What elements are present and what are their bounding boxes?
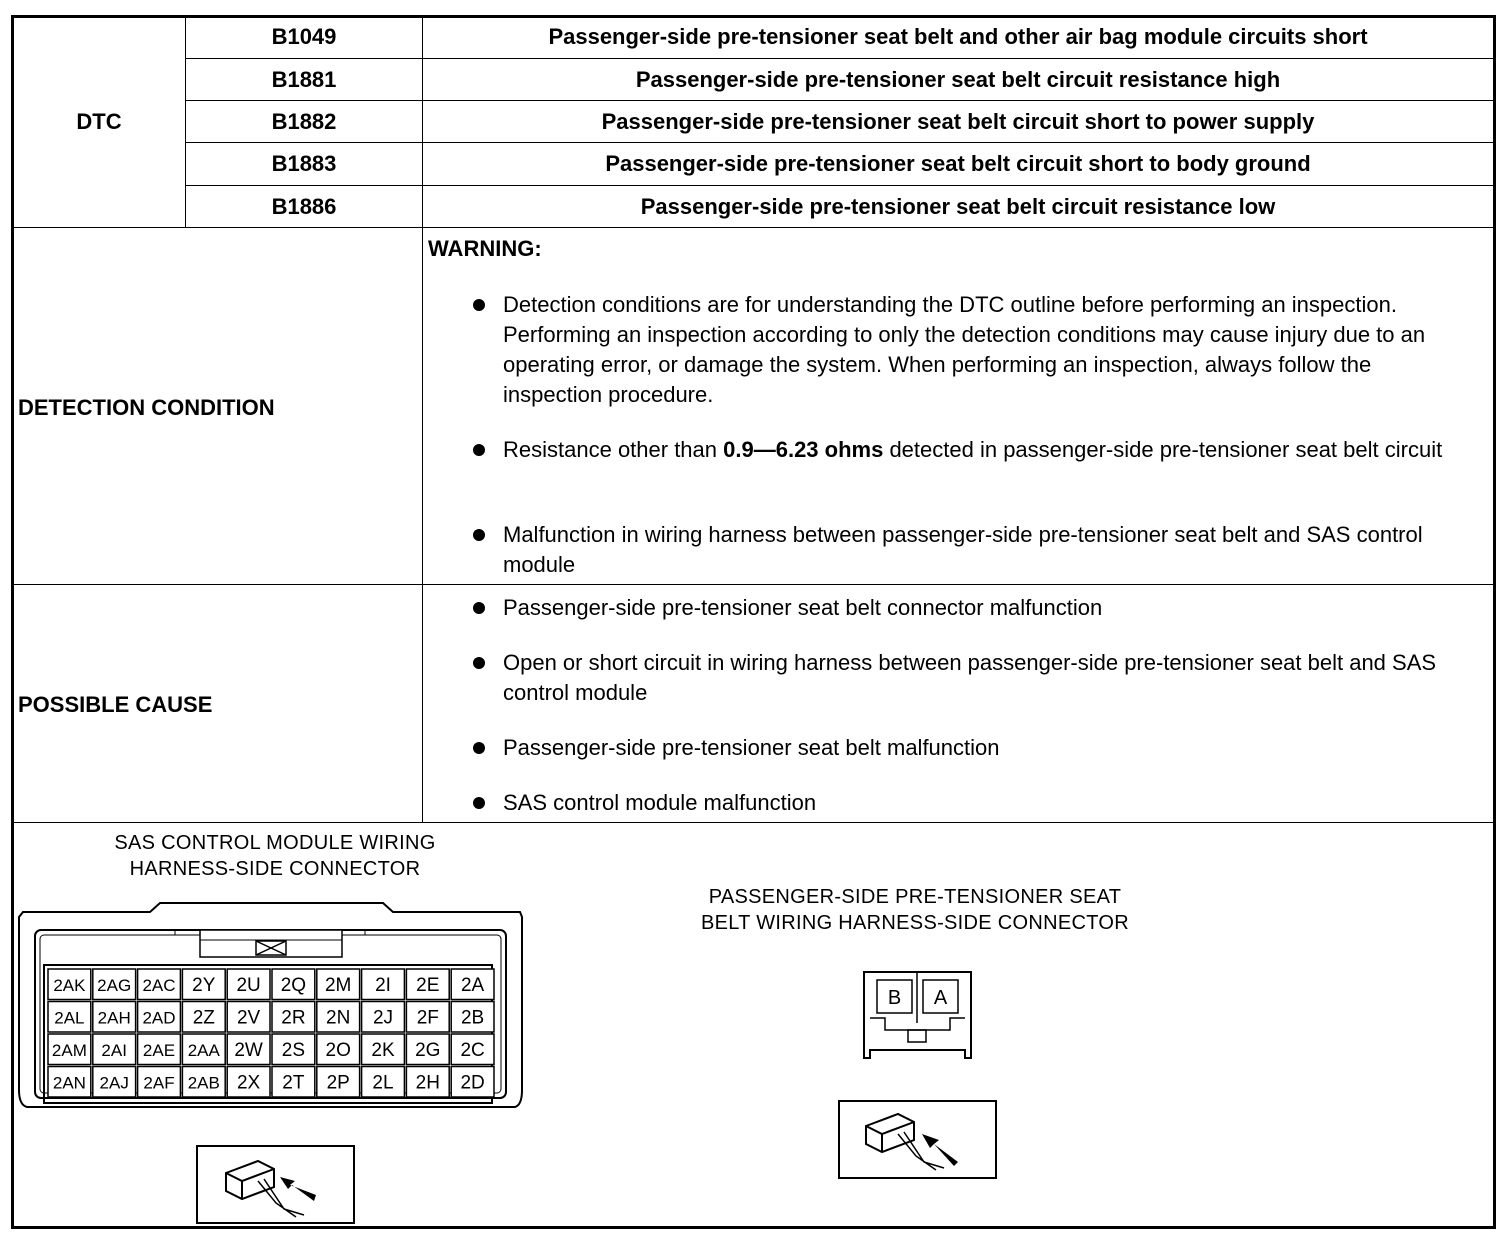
sas-pin-label: 2AC <box>142 976 176 995</box>
detection-bullet-text: Detection conditions are for understanding the DTC outline before performing an inspection. Performing an inspection according to only the detection conditions may cause injury due to an operating error, or damage the system. When performing an inspection, always follow the inspection procedure. <box>503 292 1426 407</box>
sas-pin-label: 2D <box>460 1072 485 1094</box>
cause-bullet-text: SAS control module malfunction <box>503 790 817 815</box>
sas-pin-label: 2R <box>281 1007 306 1029</box>
cause-bullet-text: Open or short circuit in wiring harness between passenger-side pre-tensioner seat belt and SAS control module <box>503 650 1437 705</box>
sas-pin-label: 2E <box>416 975 440 996</box>
sas-pin-label: 2F <box>416 1007 439 1029</box>
sas-pin-label: 2L <box>372 1072 394 1094</box>
detection-bullet <box>470 290 1460 410</box>
sas-pin-label: 2G <box>415 1040 441 1061</box>
dtc-code: B1881 <box>271 66 337 92</box>
sas-pin-label: 2A <box>460 975 485 996</box>
dtc-label: DTC <box>76 108 122 134</box>
sas-pin-label: 2AE <box>142 1041 176 1060</box>
sas-connector-title-line: SAS CONTROL MODULE WIRING <box>114 832 436 854</box>
belt-connector-title-line: BELT WIRING HARNESS-SIDE CONNECTOR <box>700 912 1130 934</box>
belt-pin-a: A <box>933 987 948 1009</box>
sas-pin-label: 2I <box>375 975 391 996</box>
bullet-icon <box>473 529 485 541</box>
sas-pin-label: 2Z <box>192 1007 215 1029</box>
sas-pin-label: 2P <box>326 1072 350 1094</box>
belt-pin-b: B <box>887 987 902 1009</box>
sas-pin-label: 2X <box>236 1072 261 1094</box>
sas-pin-label: 2AF <box>143 1073 175 1093</box>
sas-pin-label: 2H <box>415 1072 440 1094</box>
sas-pin-label: 2AG <box>97 976 132 995</box>
sas-pin-label: 2AL <box>54 1008 85 1028</box>
cause-bullet-text: Passenger-side pre-tensioner seat belt connector malfunction <box>503 595 1103 620</box>
sas-connector-diagram <box>15 895 530 1120</box>
sas-pin-label: 2AI <box>101 1041 127 1060</box>
cause-bullet <box>470 733 1460 763</box>
dtc-description: Passenger-side pre-tensioner seat belt circuit short to body ground <box>605 151 1311 176</box>
cause-bullet <box>470 788 1460 818</box>
sas-pin-label: 2AK <box>53 976 86 995</box>
dtc-code: B1049 <box>271 24 337 49</box>
dtc-description: Passenger-side pre-tensioner seat belt and other air bag module circuits short <box>548 24 1368 49</box>
dtc-code: B1886 <box>271 193 337 219</box>
sas-pin-label: 2Y <box>192 975 216 996</box>
cause-bullet <box>470 593 1460 623</box>
cause-bullet <box>470 648 1460 708</box>
row-divider <box>12 584 1494 585</box>
sas-pin-label: 2U <box>236 975 261 996</box>
sas-pin-label: 2AJ <box>99 1073 129 1093</box>
sas-pin-label: 2AB <box>187 1073 220 1093</box>
detection-bullet-text: Resistance other than 0.9—6.23 ohms detected in passenger-side pre-tensioner seat belt circuit <box>503 437 1443 462</box>
sas-pin-label: 2AM <box>51 1041 87 1060</box>
sas-pin-label: 2S <box>281 1040 306 1061</box>
sas-connector-title-line: HARNESS-SIDE CONNECTOR <box>129 858 421 880</box>
sas-pin-label: 2AH <box>97 1008 131 1028</box>
sas-connector-title <box>60 830 490 882</box>
warning-title: WARNING: <box>428 236 542 261</box>
sas-pin-label: 2Q <box>280 975 307 996</box>
sas-pin-label: 2J <box>372 1007 394 1029</box>
sas-pin-label: 2C <box>460 1040 485 1061</box>
detection-bullet <box>470 435 1460 465</box>
harness-view-icon <box>838 1100 998 1180</box>
dtc-description: Passenger-side pre-tensioner seat belt circuit resistance low <box>640 193 1276 219</box>
bullet-icon <box>473 444 485 456</box>
cause-bullet-text: Passenger-side pre-tensioner seat belt malfunction <box>503 735 1000 760</box>
dtc-description: Passenger-side pre-tensioner seat belt circuit resistance high <box>635 66 1281 92</box>
sas-pin-label: 2T <box>282 1072 305 1094</box>
sas-pin-label: 2AA <box>187 1041 220 1060</box>
sas-pin-label: 2K <box>371 1040 395 1061</box>
bullet-icon <box>473 657 485 669</box>
row-divider <box>12 822 1494 823</box>
detection-bullet-text: Malfunction in wiring harness between passenger-side pre-tensioner seat belt and SAS control module <box>503 522 1423 577</box>
detection-bullet <box>470 520 1460 580</box>
dtc-code: B1883 <box>271 151 337 176</box>
belt-connector-diagram <box>860 968 975 1063</box>
resistance-value: 0.9—6.23 ohms <box>723 437 884 462</box>
sas-pin-label: 2M <box>324 975 352 996</box>
sas-pin-label: 2W <box>234 1040 263 1061</box>
belt-connector-title <box>650 884 1180 936</box>
row-divider <box>12 227 1494 228</box>
bullet-icon <box>473 797 485 809</box>
sas-pin-label: 2AD <box>142 1008 176 1028</box>
possible-cause-label: POSSIBLE CAUSE <box>18 692 213 717</box>
harness-view-icon <box>196 1145 356 1225</box>
detection-condition-label: DETECTION CONDITION <box>18 395 275 420</box>
sas-pin-label: 2AN <box>52 1073 86 1093</box>
bullet-icon <box>473 299 485 311</box>
sas-pin-label: 2N <box>326 1007 351 1029</box>
sas-pin-label: 2V <box>236 1007 261 1029</box>
dtc-code: B1882 <box>271 108 337 134</box>
sas-pin-label: 2B <box>460 1007 485 1029</box>
sas-pin-label: 2O <box>325 1040 351 1061</box>
bullet-icon <box>473 602 485 614</box>
bullet-icon <box>473 742 485 754</box>
dtc-description: Passenger-side pre-tensioner seat belt circuit short to power supply <box>601 108 1315 134</box>
belt-connector-title-line: PASSENGER-SIDE PRE-TENSIONER SEAT <box>708 886 1122 908</box>
